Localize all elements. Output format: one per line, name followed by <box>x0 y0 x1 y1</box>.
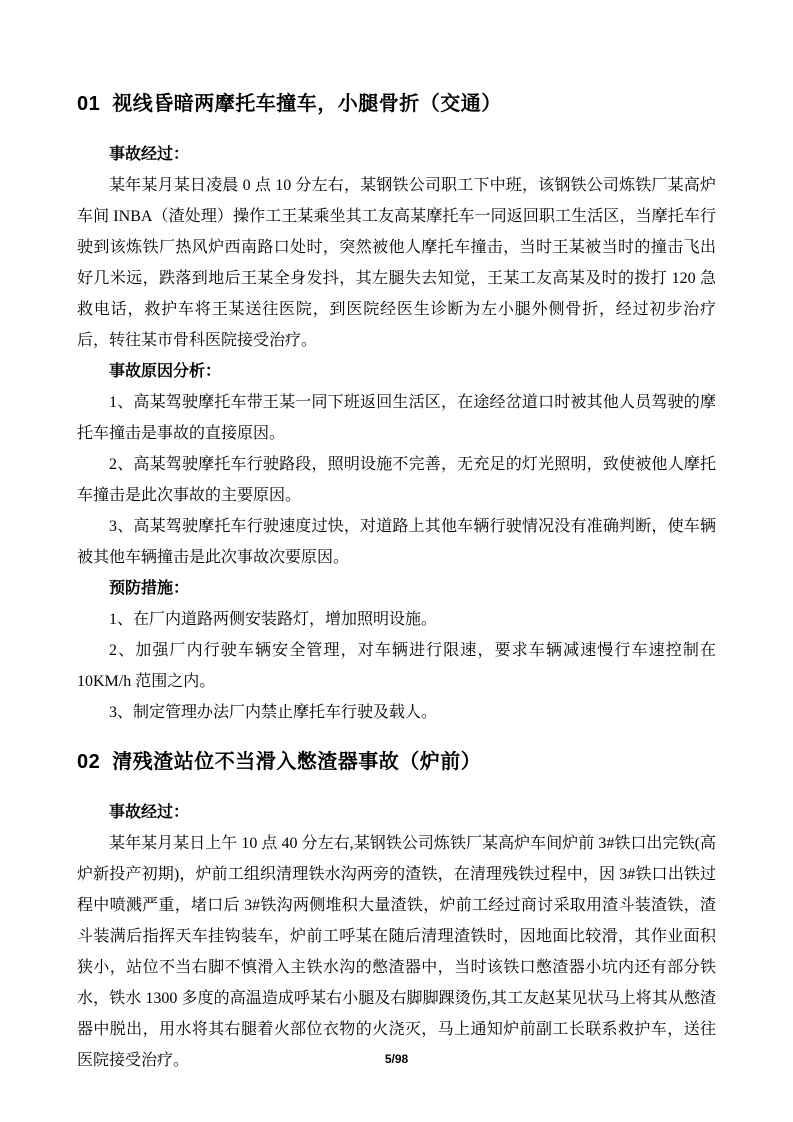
section-label: 事故原因分析： <box>109 363 222 380</box>
body-paragraph: 2、加强厂内行驶车辆安全管理，对车辆进行限速，要求车辆减速慢行车速控制在 10KM/h 范围之内。 <box>77 642 716 690</box>
document-content <box>77 91 716 1076</box>
page-footer <box>0 1051 793 1067</box>
section-number: 01 <box>77 93 101 115</box>
section-title: 清残渣站位不当滑入憋渣器事故（炉前） <box>112 751 482 773</box>
body-paragraph: 3、制定管理办法厂内禁止摩托车行驶及载人。 <box>109 704 438 721</box>
page-number: 5/98 <box>384 1052 409 1066</box>
section-heading <box>77 91 716 117</box>
section-label: 事故经过： <box>109 146 190 163</box>
accident-section <box>77 91 716 728</box>
body-paragraph: 3、高某驾驶摩托车行驶速度过快，对道路上其他车辆行驶情况没有准确判断，使车辆被其他车辆撞击是此次事故次要原因。 <box>77 518 716 566</box>
section-heading <box>77 749 716 775</box>
section-label: 事故经过： <box>109 804 190 821</box>
section-title: 视线昏暗两摩托车撞车，小腿骨折（交通） <box>112 93 502 115</box>
accident-section <box>77 749 716 1076</box>
body-paragraph: 2、高某驾驶摩托车行驶路段，照明设施不完善，无充足的灯光照明，致使被他人摩托车撞击是此次事故的主要原因。 <box>77 456 716 504</box>
body-paragraph: 某年某月某日凌晨 0 点 10 分左右，某钢铁公司职工下中班，该钢铁公司炼铁厂某高炉车间 INBA（渣处理）操作工王某乘坐其工友高某摩托车一同返回职工生活区，当摩托车行驶到该炼铁厂热风炉西南路口处时，突然被他人摩托车撞击，当时王某被当时的撞击飞出好几米远，跌落到地后王某全身发抖，其左腿失去知觉，王某工友高某及时的拨打 120 急救电话，救护车将王某送往医院，到医院经医生诊断为左小腿外侧骨折，经过初步治疗后，转往某市骨科医院接受治疗。 <box>77 177 716 349</box>
section-label: 预防措施： <box>109 580 190 597</box>
body-paragraph: 某年某月某日上午 10 点 40 分左右,某钢铁公司炼铁厂某高炉车间炉前 3#铁口出完铁(高炉新投产初期)，炉前工组织清理铁水沟两旁的渣铁，在清理残铁过程中，因 3#铁口出铁过程中喷溅严重，堵口后 3#铁沟两侧堆积大量渣铁，炉前工经过商讨采取用渣斗装渣铁，渣斗装满后指挥天车挂钩装车，炉前工呼某在随后清理渣铁时，因地面比较滑，其作业面积狭小，站位不当右脚不慎滑入主铁水沟的憋渣器中，当时该铁口憋渣器小坑内还有部分铁水，铁水 1300 多度的高温造成呼某右小腿及右脚脚踝烫伤,其工友赵某见状马上将其从憋渣器中脱出，用水将其右腿着火部位衣物的火浇灭，马上通知炉前副工长联系救护车，送往医院接受治疗。 <box>77 835 716 1069</box>
body-paragraph: 1、高某驾驶摩托车带王某一同下班返回生活区，在途经岔道口时被其他人员驾驶的摩托车撞击是事故的直接原因。 <box>77 394 716 442</box>
section-number: 02 <box>77 751 101 773</box>
body-paragraph: 1、在厂内道路两侧安装路灯，增加照明设施。 <box>109 611 438 628</box>
